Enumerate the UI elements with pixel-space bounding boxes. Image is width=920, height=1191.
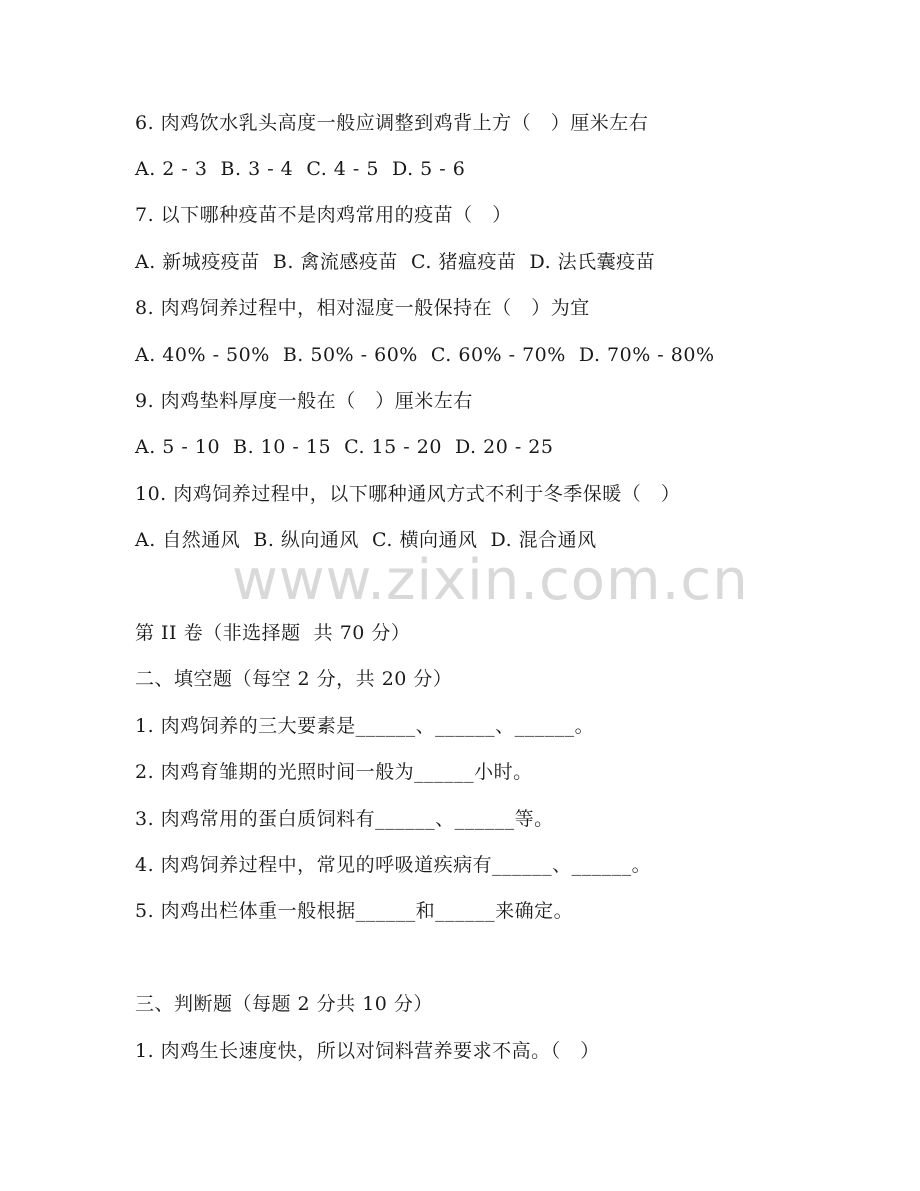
question-10-options: A. 自然通风 B. 纵向通风 C. 横向通风 D. 混合通风 [135,529,597,551]
question-8-options: A. 40% - 50% B. 50% - 60% C. 60% - 70% D. 70% - 80% [135,344,715,366]
question-7-stem: 7. 以下哪种疫苗不是肉鸡常用的疫苗（ ） [135,204,512,226]
question-6-options: A. 2 - 3 B. 3 - 4 C. 4 - 5 D. 5 - 6 [135,158,466,180]
fill-in-item-4: 4. 肉鸡饲养过程中，常见的呼吸道疾病有______、______。 [135,854,652,876]
fill-in-item-3: 3. 肉鸡常用的蛋白质饲料有______、______等。 [135,808,554,830]
fill-in-item-1: 1. 肉鸡饲养的三大要素是______、______、______。 [135,715,595,737]
section-2-title: 第 II 卷（非选择题 共 70 分） [135,622,411,644]
question-9-options: A. 5 - 10 B. 10 - 15 C. 15 - 20 D. 20 - 25 [135,436,554,458]
fill-in-item-2: 2. 肉鸡育雏期的光照时间一般为______小时。 [135,761,533,783]
question-9-stem: 9. 肉鸡垫料厚度一般在（ ）厘米左右 [135,390,473,412]
question-10-stem: 10. 肉鸡饲养过程中，以下哪种通风方式不利于冬季保暖（ ） [135,483,681,505]
judgement-heading: 三、判断题（每题 2 分共 10 分） [135,993,433,1015]
fill-in-item-5: 5. 肉鸡出栏体重一般根据______和______来确定。 [135,900,574,922]
question-7-options: A. 新城疫疫苗 B. 禽流感疫苗 C. 猪瘟疫苗 D. 法氏囊疫苗 [135,251,656,273]
judgement-item-1: 1. 肉鸡生长速度快，所以对饲料营养要求不高。（ ） [135,1040,600,1062]
question-8-stem: 8. 肉鸡饲养过程中，相对湿度一般保持在（ ）为宜 [135,297,590,319]
question-6-stem: 6. 肉鸡饮水乳头高度一般应调整到鸡背上方（ ）厘米左右 [135,112,649,134]
fill-in-heading: 二、填空题（每空 2 分，共 20 分） [135,668,453,690]
watermark: www.zixin.com.cn [232,548,749,613]
